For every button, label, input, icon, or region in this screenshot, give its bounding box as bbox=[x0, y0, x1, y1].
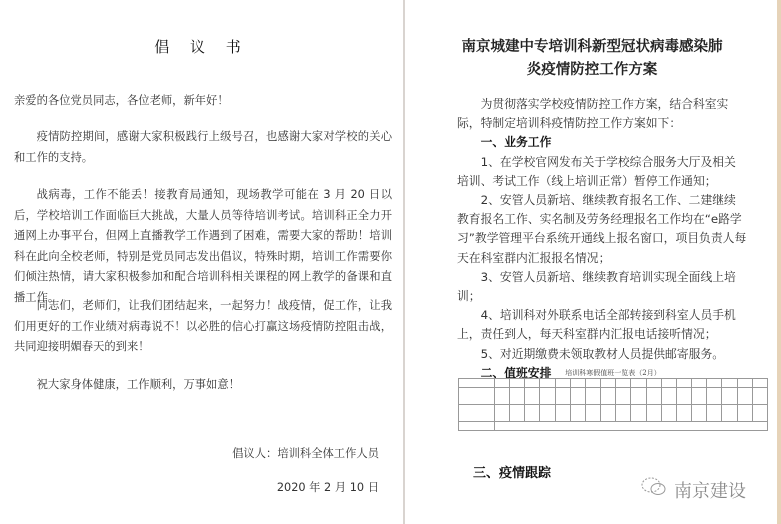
section-2-heading: 二、值班安排 bbox=[480, 365, 552, 380]
table-cell bbox=[555, 379, 570, 388]
table-cell bbox=[555, 388, 570, 405]
table-cell bbox=[752, 379, 767, 388]
signature: 倡议人：培训科全体工作人员 bbox=[232, 447, 379, 460]
wechat-icon bbox=[640, 476, 668, 503]
table-cell bbox=[459, 422, 495, 431]
table-cell bbox=[495, 422, 768, 431]
table-cell bbox=[601, 388, 616, 405]
greeting: 亲爱的各位党员同志，各位老师，新年好！ bbox=[14, 94, 229, 107]
table-cell bbox=[752, 388, 767, 405]
table-cell bbox=[631, 388, 646, 405]
table-cell bbox=[661, 388, 676, 405]
duty-schedule-table bbox=[458, 368, 768, 440]
table-cell bbox=[525, 405, 540, 422]
table-title: 培训科寒假值班一览表（2月） bbox=[565, 369, 661, 377]
table-cell bbox=[616, 379, 631, 388]
table-cell bbox=[570, 379, 585, 388]
item-2: 2、安管人员新培、继续教育报名工作、二建继续教育报名工作、实名制及劳务经理报名工作均在“e路学习”教学管理平台系统开通线上报名窗口，项目负责人每天在科室群内汇报报名情况； bbox=[457, 193, 747, 265]
watermark-text: 南京建设 bbox=[674, 480, 746, 502]
table-cell bbox=[495, 388, 510, 405]
paragraph-3: 同志们，老师们，让我们团结起来，一起努力！战疫情，促工作，让我们用更好的工作业绩对病毒说不！以必胜的信心打赢这场疫情防控阻击战，共同迎接明媚春天的到来！ bbox=[14, 299, 392, 353]
table-cell bbox=[722, 388, 737, 405]
table-cell bbox=[585, 379, 600, 388]
table-cell bbox=[722, 379, 737, 388]
right-document-page bbox=[405, 0, 779, 524]
table-cell bbox=[676, 379, 691, 388]
date: 2020 年 2 月 10 日 bbox=[276, 481, 379, 494]
table-cell bbox=[692, 405, 707, 422]
table-cell bbox=[707, 405, 722, 422]
table-cell bbox=[676, 388, 691, 405]
table-cell bbox=[631, 379, 646, 388]
table-cell bbox=[737, 379, 752, 388]
table-cell bbox=[495, 405, 510, 422]
table-cell bbox=[525, 379, 540, 388]
table-cell bbox=[692, 379, 707, 388]
table-cell bbox=[601, 379, 616, 388]
plan-title-line-2: 炎疫情防控工作方案 bbox=[526, 62, 658, 78]
table-cell bbox=[601, 405, 616, 422]
plan-title bbox=[405, 36, 779, 82]
table-cell bbox=[722, 405, 737, 422]
table-cell bbox=[692, 388, 707, 405]
plan-body bbox=[457, 95, 747, 383]
paragraph-4: 祝大家身体健康，工作顺利，万事如意！ bbox=[36, 378, 240, 391]
table-cell bbox=[525, 388, 540, 405]
table-cell bbox=[661, 379, 676, 388]
table-cell bbox=[585, 388, 600, 405]
item-4: 4、培训科对外联系电话全部转接到科室人员手机上，责任到人，每天科室群内汇报电话接听情况； bbox=[457, 308, 736, 342]
table-cell bbox=[646, 405, 661, 422]
section-1-heading: 一、业务工作 bbox=[480, 135, 552, 150]
table-cell bbox=[646, 379, 661, 388]
schedule-grid bbox=[458, 378, 768, 431]
table-cell bbox=[616, 388, 631, 405]
table-cell bbox=[631, 405, 646, 422]
proposal-title: 倡 议 书 bbox=[154, 38, 249, 56]
table-cell bbox=[540, 379, 555, 388]
table-cell bbox=[459, 379, 495, 388]
table-cell bbox=[585, 405, 600, 422]
table-cell bbox=[459, 388, 495, 405]
paragraph-1: 疫情防控期间，感谢大家积极践行上级号召，也感谢大家对学校的关心和工作的支持。 bbox=[14, 130, 392, 164]
item-3: 3、安管人员新培、继续教育培训实现全面线上培训； bbox=[457, 269, 736, 304]
table-cell bbox=[459, 405, 495, 422]
table-cell bbox=[555, 405, 570, 422]
table-cell bbox=[570, 405, 585, 422]
table-cell bbox=[707, 388, 722, 405]
paragraph-2: 战病毒，工作不能丢！接教育局通知，现场教学可能在 3 月 20 日以后，学校培训工作面临巨大挑战，大量人员等待培训考试。培训科正全力开通网上办事平台，但网上直播教学工作遇到了困难，需要大家的帮助！培训科在此向全校老师，特别是党员同志发出倡议，特殊时期，培训工作需要你们倾注热情，请大家积极参加和配合培训科相关课程的网上教学的备课和直播工作。 bbox=[14, 188, 392, 304]
table-cell bbox=[646, 388, 661, 405]
table-cell bbox=[616, 405, 631, 422]
item-5: 5、对近期缴费未领取教材人员提供邮寄服务。 bbox=[480, 346, 725, 361]
table-cell bbox=[737, 405, 752, 422]
section-3-heading: 三、疫情跟踪 bbox=[473, 466, 552, 481]
plan-title-line-1: 南京城建中专培训科新型冠状病毒感染肺 bbox=[461, 39, 723, 55]
table-cell bbox=[737, 388, 752, 405]
table-cell bbox=[510, 405, 525, 422]
table-cell bbox=[510, 388, 525, 405]
table-cell bbox=[676, 405, 691, 422]
table-cell bbox=[540, 388, 555, 405]
table-cell bbox=[510, 379, 525, 388]
table-cell bbox=[570, 388, 585, 405]
table-cell bbox=[540, 405, 555, 422]
watermark bbox=[640, 476, 746, 503]
table-cell bbox=[661, 405, 676, 422]
table-cell bbox=[707, 379, 722, 388]
item-1: 1、在学校官网发布关于学校综合服务大厅及相关培训、考试工作（线上培训正常）暂停工作通知； bbox=[457, 154, 736, 188]
page-border bbox=[777, 0, 781, 524]
intro: 为贯彻落实学校疫情防控工作方案，结合科室实际，特制定培训科疫情防控工作方案如下： bbox=[457, 97, 729, 131]
table-cell bbox=[752, 405, 767, 422]
table-cell bbox=[495, 379, 510, 388]
